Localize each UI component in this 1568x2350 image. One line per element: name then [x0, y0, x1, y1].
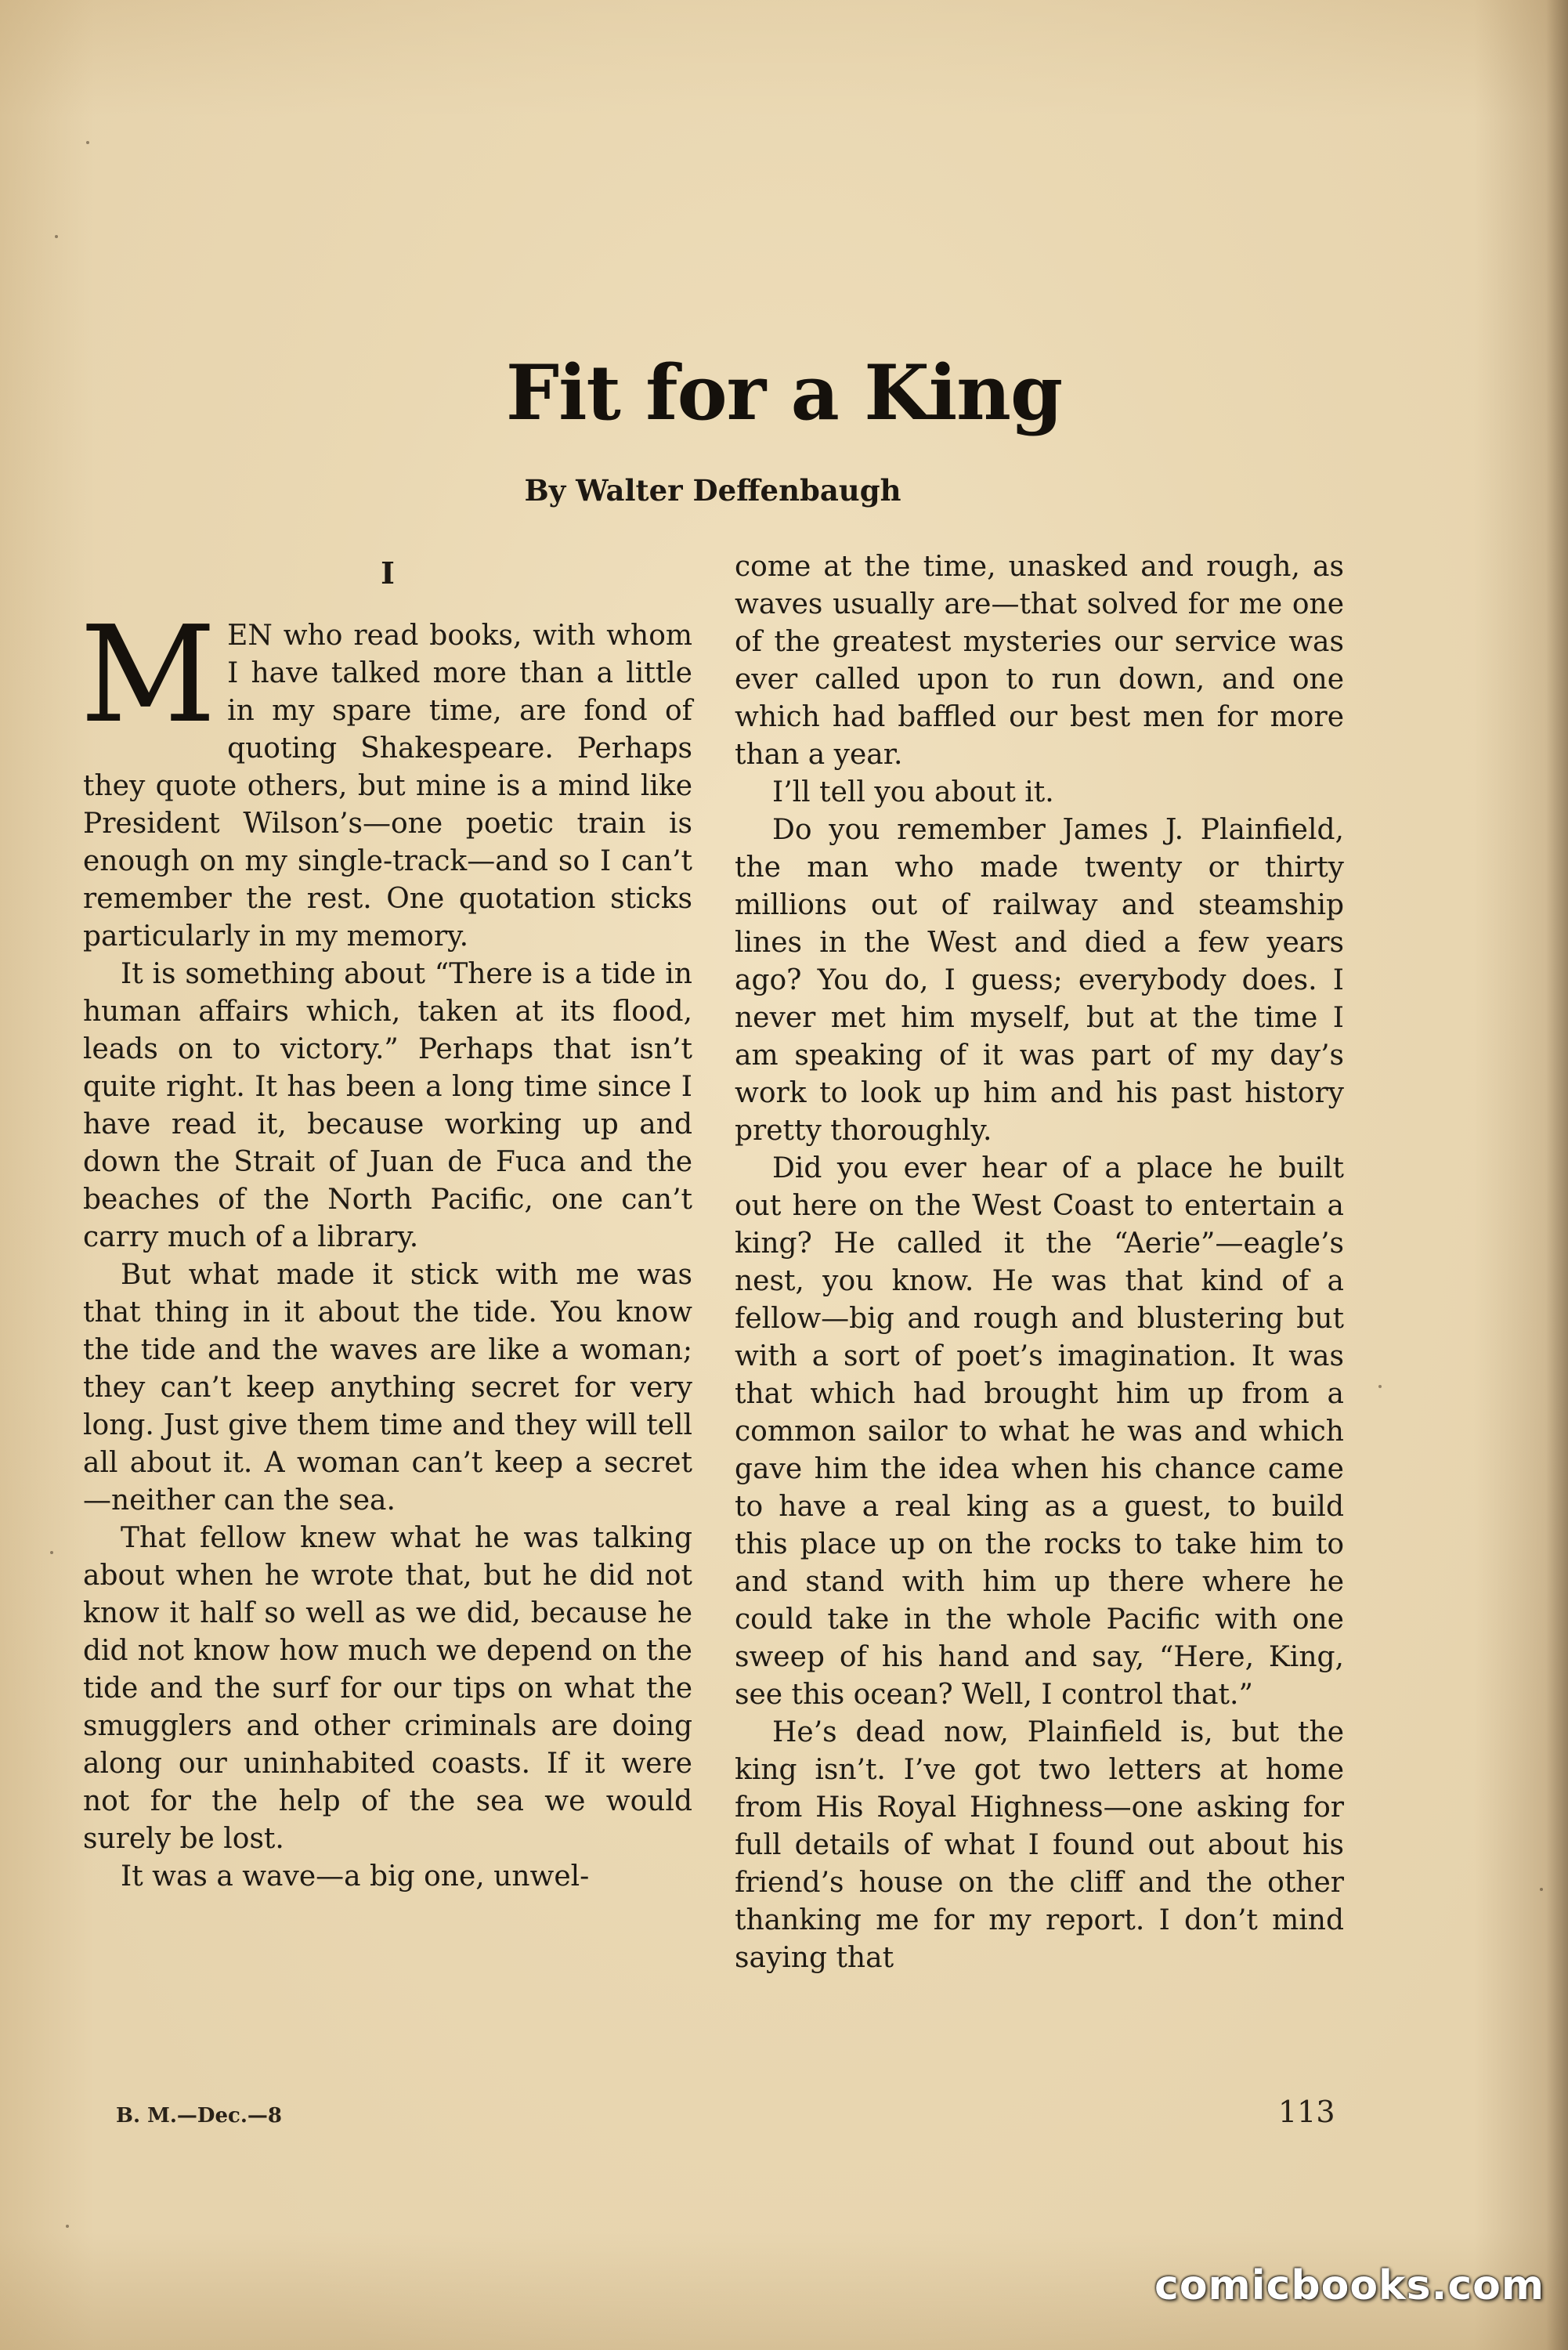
drop-cap: M — [80, 598, 217, 753]
paragraph: It was a wave—a big one, unwel- — [121, 1860, 590, 1893]
text-column-right — [735, 548, 1344, 1977]
paper-speck — [66, 2225, 69, 2228]
paper-speck — [50, 1551, 53, 1554]
paragraph: He’s dead now, Plainfield is, but the king isn’t. I’ve got two letters at home from His Royal Highness—one asking for full details of what I found out about his friend’s house on the cliff and the other thanking me for my report. I don’t mind saying that — [735, 1716, 1344, 1974]
paragraph: Did you ever hear of a place he built out here on the West Coast to entertain a king? He called it the “Aerie”—eagle’s nest, you know. He was that kind of a fellow—big and rough and blustering but with a sort of poet’s imagination. It was that which had brought him up from a common sailor to what he was and which gave him the idea when his chance came to have a real king as a guest, to build this place up on the rocks to take him to and stand with him up there where he could take in the whole Pacific with one sweep of his hand and say, “Here, King, see this ocean? Well, I control that.” — [735, 1152, 1344, 1711]
paper-speck — [86, 141, 89, 144]
paper-speck — [55, 235, 58, 238]
paragraph: I’ll tell you about it. — [772, 776, 1054, 808]
article-byline: By Walter Deffenbaugh — [524, 473, 901, 508]
paragraph: That fellow knew what he was talking about when he wrote that, but he did not know it half so well as we did, because he did not know how much we depend on the tide and the surf for our tips on what the smugglers and other criminals are doing along our uninhabited coasts. If it were not for the help of the sea we would surely be lost. — [83, 1522, 692, 1855]
section-number: I — [381, 555, 395, 591]
paragraph: MEN who read books, with whom I have talked more than a little in my spare time, are fond of quoting Shakespeare. Perhaps they quote others, but mine is a mind like President Wilson’s—one poetic train is enough on my single-track—and so I can’t remember the rest. One quotation sticks particularly in my memory. — [80, 598, 692, 953]
paper-speck — [1378, 1385, 1382, 1388]
paragraph: But what made it stick with me was that thing in it about the tide. You know the tide and the waves are like a woman; they can’t keep anything secret for very long. Just give them time and they will tell all about it. A woman can’t keep a secret—neither can the sea. — [83, 1259, 692, 1517]
site-watermark: comicbooks.com — [1154, 2262, 1545, 2309]
paragraph: It is something about “There is a tide in human affairs which, taken at its flood, leads on to victory.” Perhaps that isn’t quite right. It has been a long time since I have read it, because working up and down the Strait of Juan de Fuca and the beaches of the North Pacific, one can’t carry much of a library. — [83, 958, 692, 1253]
issue-signature: B. M.—Dec.—8 — [116, 2104, 282, 2128]
paragraph: Do you remember James J. Plainfield, the man who made twenty or thirty millions out of railway and steamship lines in the West and died a few years ago? You do, I guess; everybody does. I never met him myself, but at the time I am speaking of it was part of my day’s work to look up him and his past history pretty thoroughly. — [735, 814, 1344, 1147]
page-number: 113 — [1278, 2095, 1335, 2129]
article-title: Fit for a King — [505, 349, 1063, 437]
text-column-left — [80, 555, 692, 1896]
paragraph: come at the time, unasked and rough, as waves usually are—that solved for me one of the greatest mysteries our service was ever called upon to run down, and one which had baffled our best men for more than a year. — [735, 551, 1344, 771]
paper-speck — [1540, 1888, 1543, 1891]
